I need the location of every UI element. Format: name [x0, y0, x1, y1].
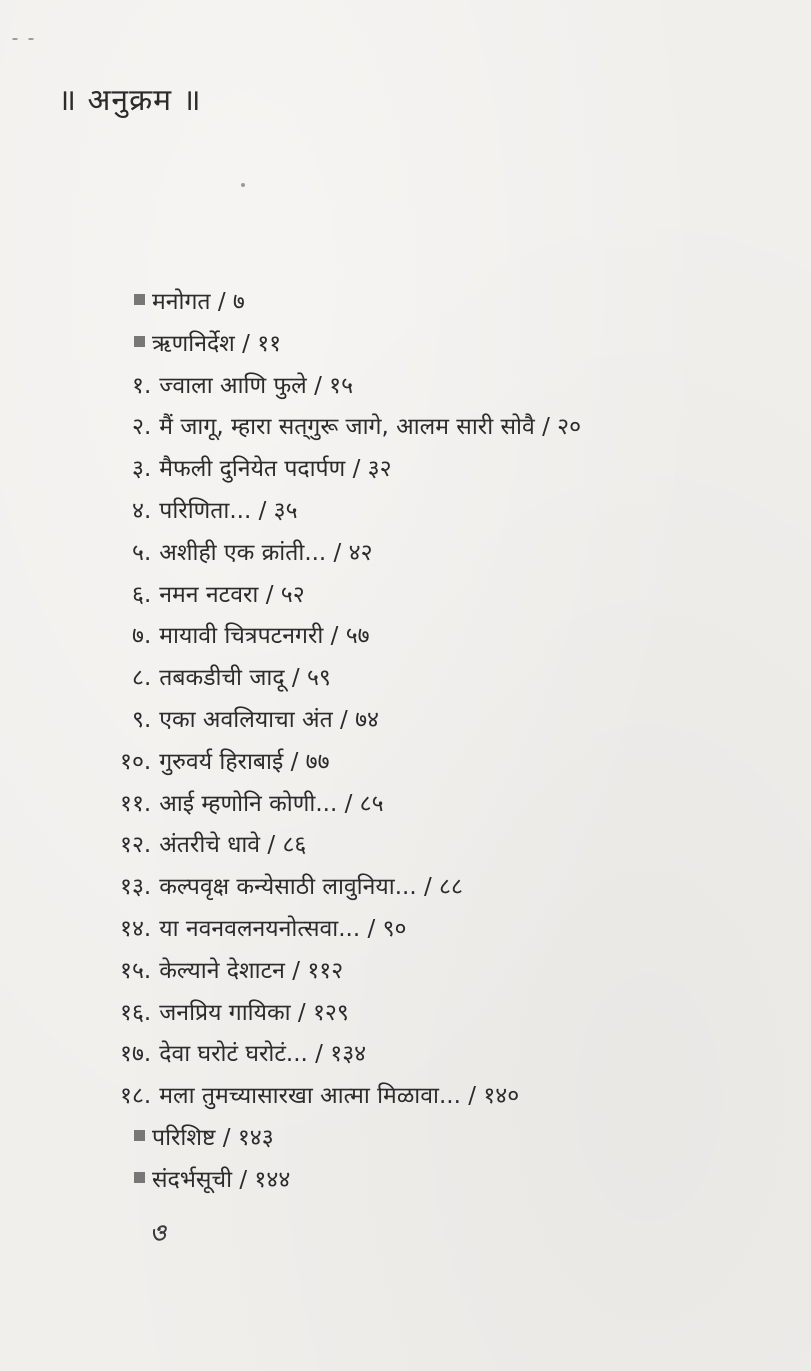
square-bullet-icon — [134, 1130, 145, 1141]
toc-entry-number: ६. — [132, 581, 152, 608]
toc-entry — [120, 744, 330, 780]
toc-entry-title: संदर्भसूची — [152, 1166, 233, 1193]
toc-separator: / — [210, 289, 233, 315]
toc-separator: / — [215, 1125, 238, 1151]
toc-entry-page: ३२ — [367, 456, 392, 483]
toc-entry-page: ८५ — [359, 790, 384, 817]
toc-separator: / — [306, 372, 330, 399]
toc-entry-title: ज्वाला आणि फुले — [159, 372, 307, 399]
square-bullet-icon — [134, 294, 145, 305]
toc-entry — [134, 326, 281, 362]
toc-separator: / — [332, 707, 356, 733]
toc-separator: / — [232, 1166, 255, 1193]
toc-separator: / — [307, 1041, 331, 1068]
toc-entry-page: ४२ — [348, 539, 373, 566]
toc-entry — [132, 535, 373, 571]
toc-entry-number: १. — [132, 372, 152, 399]
toc-separator: / — [326, 539, 349, 566]
toc-entry-page: १५ — [329, 372, 354, 399]
toc-entry-title: कल्पवृक्ष कन्येसाठी लावुनिया... — [159, 874, 417, 901]
toc-separator: / — [260, 832, 283, 859]
toc-entry — [120, 786, 384, 822]
toc-entry — [132, 368, 353, 404]
toc-entry-title: मैफली दुनियेत पदार्पण — [159, 456, 346, 483]
toc-entry-title: मनोगत — [152, 289, 211, 315]
toc-separator: / — [283, 748, 306, 775]
toc-entry — [120, 827, 306, 863]
toc-separator: / — [323, 623, 346, 650]
toc-entry-number: १३. — [120, 874, 152, 901]
toc-entry — [134, 284, 245, 320]
toc-entry-page: ८६ — [282, 832, 307, 859]
toc-entry-page: ५९ — [306, 665, 331, 692]
toc-entry-number: १०. — [120, 748, 152, 775]
toc-entry — [134, 1120, 274, 1156]
toc-entry-title: केल्याने देशाटन — [159, 957, 285, 984]
toc-separator: / — [258, 581, 281, 608]
toc-entry — [120, 995, 349, 1031]
toc-entry — [132, 618, 370, 654]
toc-entry-number: १५. — [120, 957, 152, 984]
paper-speck — [12, 38, 18, 40]
toc-separator: / — [284, 665, 307, 692]
toc-separator: / — [416, 874, 440, 901]
printer-ornament: ও — [150, 1221, 167, 1246]
toc-separator: / — [360, 916, 383, 942]
toc-entry-number: १४. — [120, 916, 152, 942]
toc-entry — [132, 409, 581, 445]
square-bullet-icon — [134, 336, 145, 347]
toc-entry — [132, 702, 379, 738]
toc-entry-number: १८. — [120, 1083, 152, 1110]
toc-separator: / — [337, 790, 360, 817]
toc-entry-title: परिशिष्ट — [152, 1125, 216, 1151]
toc-entry-title: एका अवलियाचा अंत — [159, 707, 333, 733]
toc-separator: / — [290, 999, 313, 1026]
toc-entry-page: ११२ — [307, 957, 344, 984]
toc-entry — [132, 451, 392, 487]
toc-entry-title: मैं जागू, म्हारा सत्‌गुरू जागे, आलम सारी सोवै — [159, 414, 535, 441]
toc-entry-page: १४४ — [254, 1166, 291, 1193]
toc-entry — [120, 869, 463, 905]
toc-entry-number: ४. — [132, 498, 152, 524]
toc-entry — [132, 493, 298, 529]
toc-entry — [132, 660, 331, 696]
toc-entry-page: ९० — [382, 916, 407, 942]
toc-entry-page: ७४ — [355, 707, 379, 733]
toc-entry — [120, 1078, 519, 1114]
toc-entry — [120, 953, 343, 989]
toc-entry-title: तबकडीची जादू — [159, 665, 285, 692]
toc-entry-number: १७. — [120, 1041, 152, 1068]
toc-separator: / — [234, 330, 258, 357]
toc-entry-page: ७ — [232, 289, 245, 315]
toc-entry-title: देवा घरोटं घरोटं... — [159, 1041, 308, 1068]
paper-speck — [241, 183, 245, 187]
toc-separator: / — [534, 414, 558, 441]
toc-entry-number: ५. — [132, 539, 152, 566]
toc-entry-title: मला तुमच्यासारखा आत्मा मिळावा... — [159, 1083, 461, 1110]
toc-entry-title: आई म्हणोनि कोणी... — [159, 790, 338, 817]
toc-entry-page: ८८ — [439, 874, 463, 901]
toc-entry-page: १४३ — [237, 1125, 274, 1151]
toc-entry-page: ५२ — [280, 581, 305, 608]
toc-entry-title: मायावी चित्रपटनगरी — [159, 623, 324, 650]
toc-entry-page: ५७ — [345, 623, 370, 650]
toc-entry — [120, 1036, 366, 1072]
toc-entry — [134, 1162, 290, 1198]
toc-entry-number: १२. — [120, 832, 152, 859]
toc-entry-number: २. — [132, 414, 152, 441]
toc-entry-title: नमन नटवरा — [159, 581, 259, 608]
toc-entry-title: परिणिता... — [159, 498, 252, 524]
toc-entry-number: ९. — [132, 707, 152, 733]
toc-entry-page: ११ — [257, 330, 282, 357]
toc-entry-title: अशीही एक क्रांती... — [159, 539, 327, 566]
toc-entry-title: या नवनवलनयनोत्सवा... — [159, 916, 361, 942]
toc-separator: / — [460, 1083, 484, 1110]
toc-separator: / — [251, 498, 274, 524]
toc-entry-title: गुरुवर्य हिराबाई — [159, 748, 284, 775]
page-title: ॥ अनुक्रम ॥ — [58, 83, 202, 118]
toc-entry-number: ३. — [132, 456, 152, 483]
toc-entry-number: ११. — [120, 790, 152, 817]
toc-entry-number: १६. — [120, 999, 152, 1026]
paper-speck — [28, 38, 34, 40]
toc-entry-page: ३५ — [273, 498, 298, 524]
toc-entry-title: अंतरीचे धावे — [159, 832, 261, 859]
toc-separator: / — [345, 456, 368, 483]
square-bullet-icon — [134, 1172, 145, 1183]
toc-entry — [120, 911, 406, 947]
toc-entry-page: १२९ — [312, 999, 349, 1026]
toc-entry-number: ८. — [132, 665, 152, 692]
toc-entry-page: ७७ — [305, 748, 330, 775]
toc-entry — [132, 577, 305, 613]
toc-entry-page: १४० — [483, 1083, 520, 1110]
toc-entry-page: १३४ — [330, 1041, 367, 1068]
toc-entry-title: जनप्रिय गायिका — [159, 999, 291, 1026]
toc-entry-title: ऋणनिर्देश — [152, 330, 235, 357]
toc-entry-page: २० — [557, 414, 582, 441]
toc-entry-number: ७. — [132, 623, 152, 650]
toc-separator: / — [284, 957, 308, 984]
